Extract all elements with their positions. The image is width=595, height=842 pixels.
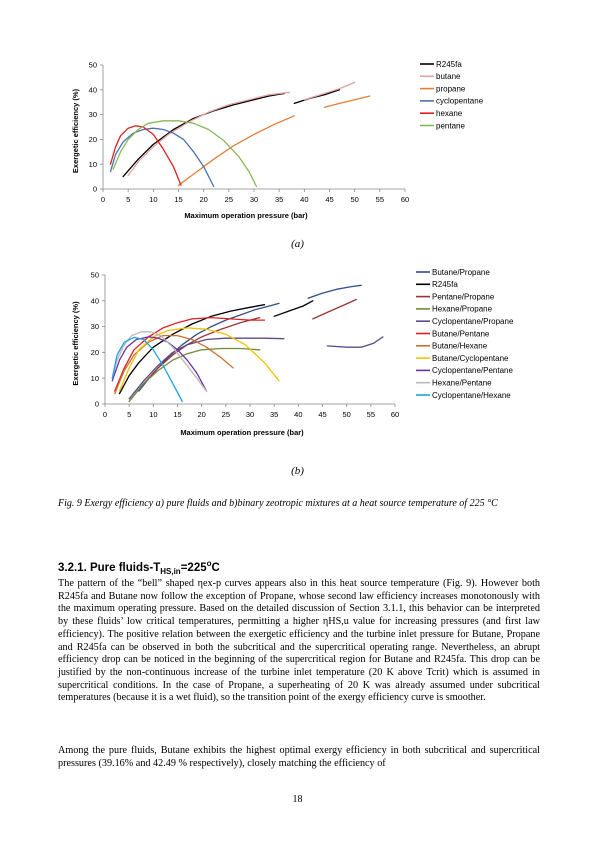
section-heading: 3.2.1. Pure fluids-$T_{HS,in}=225^oC$ — [58, 559, 220, 577]
series-line-4-1 — [327, 337, 383, 347]
legend-entry: Butane/Pentane — [432, 329, 490, 339]
x-tick-label: 10 — [149, 195, 158, 204]
legend-entry: Pentane/Propane — [432, 292, 495, 302]
x-tick-label: 55 — [375, 195, 385, 204]
x-tick-label: 5 — [126, 195, 131, 204]
x-tick-label: 35 — [274, 195, 284, 204]
x-tick-label: 10 — [149, 410, 158, 419]
series-line-0-0 — [123, 94, 284, 177]
series-line-1-1 — [274, 301, 313, 317]
chart-a-plot — [0, 52, 595, 232]
legend-entry: R245fa — [432, 280, 458, 290]
x-tick-label: 50 — [350, 195, 359, 204]
y-tick-label: 40 — [90, 296, 99, 306]
y-tick-label: 0 — [92, 184, 97, 194]
chart-a — [0, 52, 595, 232]
x-tick-label: 5 — [127, 410, 132, 419]
x-tick-label: 60 — [400, 195, 410, 204]
x-tick-label: 20 — [199, 195, 208, 204]
series-line-2-0 — [179, 116, 295, 186]
chart-b — [0, 262, 595, 447]
series-line-5-0 — [113, 121, 256, 187]
legend-entry: Hexane/Propane — [432, 304, 493, 314]
series-line-4-0 — [111, 126, 182, 186]
x-tick-label: 0 — [102, 410, 108, 419]
x-tick-label: 30 — [249, 195, 259, 204]
series-line-3-0 — [111, 128, 214, 186]
series-line-2-1 — [325, 96, 370, 107]
x-tick-label: 0 — [100, 195, 106, 204]
y-tick-label: 40 — [88, 85, 97, 95]
legend-entry: Butane/Cyclopentane — [432, 353, 509, 363]
legend-entry: hexane — [436, 109, 463, 118]
series-line-0-1 — [294, 90, 339, 104]
x-tick-label: 40 — [294, 410, 303, 419]
legend-entry: R245fa — [436, 59, 462, 69]
y-tick-label: 20 — [90, 348, 99, 357]
y-tick-label: 10 — [88, 159, 97, 169]
chart-b-plot — [0, 262, 595, 447]
y-tick-label: 0 — [94, 399, 99, 409]
y-axis-title: Exergetic efficiency (%) — [71, 301, 80, 386]
series-line-1-1 — [304, 82, 354, 99]
legend-entry: Cyclopentane/Hexane — [432, 390, 511, 400]
x-axis-title: Maximum operation pressure (bar) — [184, 211, 308, 220]
legend-entry: Cyclopentane/Pentane — [432, 366, 513, 376]
series-line-2-0 — [129, 318, 260, 402]
legend-entry: Butane/Hexane — [432, 341, 488, 351]
y-tick-label: 20 — [88, 135, 97, 144]
x-tick-label: 25 — [224, 195, 234, 204]
x-tick-label: 35 — [269, 410, 279, 419]
x-axis-title: Maximum operation pressure (bar) — [180, 428, 304, 437]
x-tick-label: 60 — [390, 410, 400, 419]
legend-entry: Hexane/Pentane — [432, 378, 492, 388]
legend-entry: Butane/Propane — [432, 267, 490, 277]
y-tick-label: 30 — [90, 322, 99, 332]
panel-label-a: (a) — [291, 238, 304, 250]
x-tick-label: 25 — [221, 410, 231, 419]
x-tick-label: 15 — [173, 410, 182, 419]
y-axis-title: Exergetic efficiency (%) — [71, 88, 80, 174]
x-tick-label: 15 — [174, 195, 183, 204]
y-tick-label: 50 — [90, 270, 99, 280]
legend-entry: Cyclopentane/Propane — [432, 317, 514, 326]
x-tick-label: 50 — [342, 410, 351, 419]
body-paragraph-1: The pattern of the “bell” shaped ηex-p curves appears also in this heat source temperature (Fig. 9). However both R245fa and Butane now follow the exception of Propane, whose second law efficiency increases monotonously with the maximum operating pressure. Based on the detailed discussion of Section 3.1.1, this behavior can be interpreted by these fluids’ low critical temperatures, permitting a higher ηHS,u value for increasing pressures (and first law efficiency). The positive relation between the exergetic efficiency and the turbine inlet pressure for Butane, Propane and R245fa can be observed in both the subcritical and the supercritical operating range. Nevertheless, an abrupt efficiency drop can be noticed in the beginning of the supercritical region for Butane and R245fa. This drop can be justified by the non-continuous increase of the turbine inlet temperature (20 K above Tcrit) which is assumed in supercritical conditions. In the case of Propane, a superheating of 20 K was already assumed under subcritical temperatures (because it is a wet fluid), so the transition point of the exergy efficiency curve is smoother. — [58, 578, 540, 704]
series-line-0-0 — [139, 303, 279, 391]
y-tick-label: 50 — [88, 60, 97, 70]
x-tick-label: 30 — [245, 410, 255, 419]
legend-entry: pentane — [436, 121, 465, 131]
series-line-0-1 — [308, 285, 361, 298]
body-paragraph-2: Among the pure fluids, Butane exhibits the highest optimal exergy efficiency in both subcritical and supercritical pressures (39.16% and 42.49 % respectively), closely matching the efficiency of — [58, 745, 540, 769]
page-number: 18 — [292, 794, 303, 805]
figure-caption: Fig. 9 Exergy efficiency a) pure fluids and b)binary zeotropic mixtures at a heat source temperature of 225 °C — [58, 498, 498, 509]
x-tick-label: 40 — [300, 195, 309, 204]
series-line-2-1 — [313, 300, 357, 319]
y-tick-label: 10 — [90, 373, 99, 383]
panel-label-b: (b) — [291, 465, 304, 477]
y-tick-label: 30 — [88, 110, 97, 120]
x-tick-label: 20 — [197, 410, 206, 419]
legend-entry: cyclopentane — [436, 96, 484, 106]
x-tick-label: 45 — [325, 195, 334, 204]
legend-entry: butane — [436, 72, 461, 82]
x-tick-label: 45 — [318, 410, 327, 419]
legend-entry: propane — [436, 84, 466, 94]
x-tick-label: 55 — [366, 410, 376, 419]
